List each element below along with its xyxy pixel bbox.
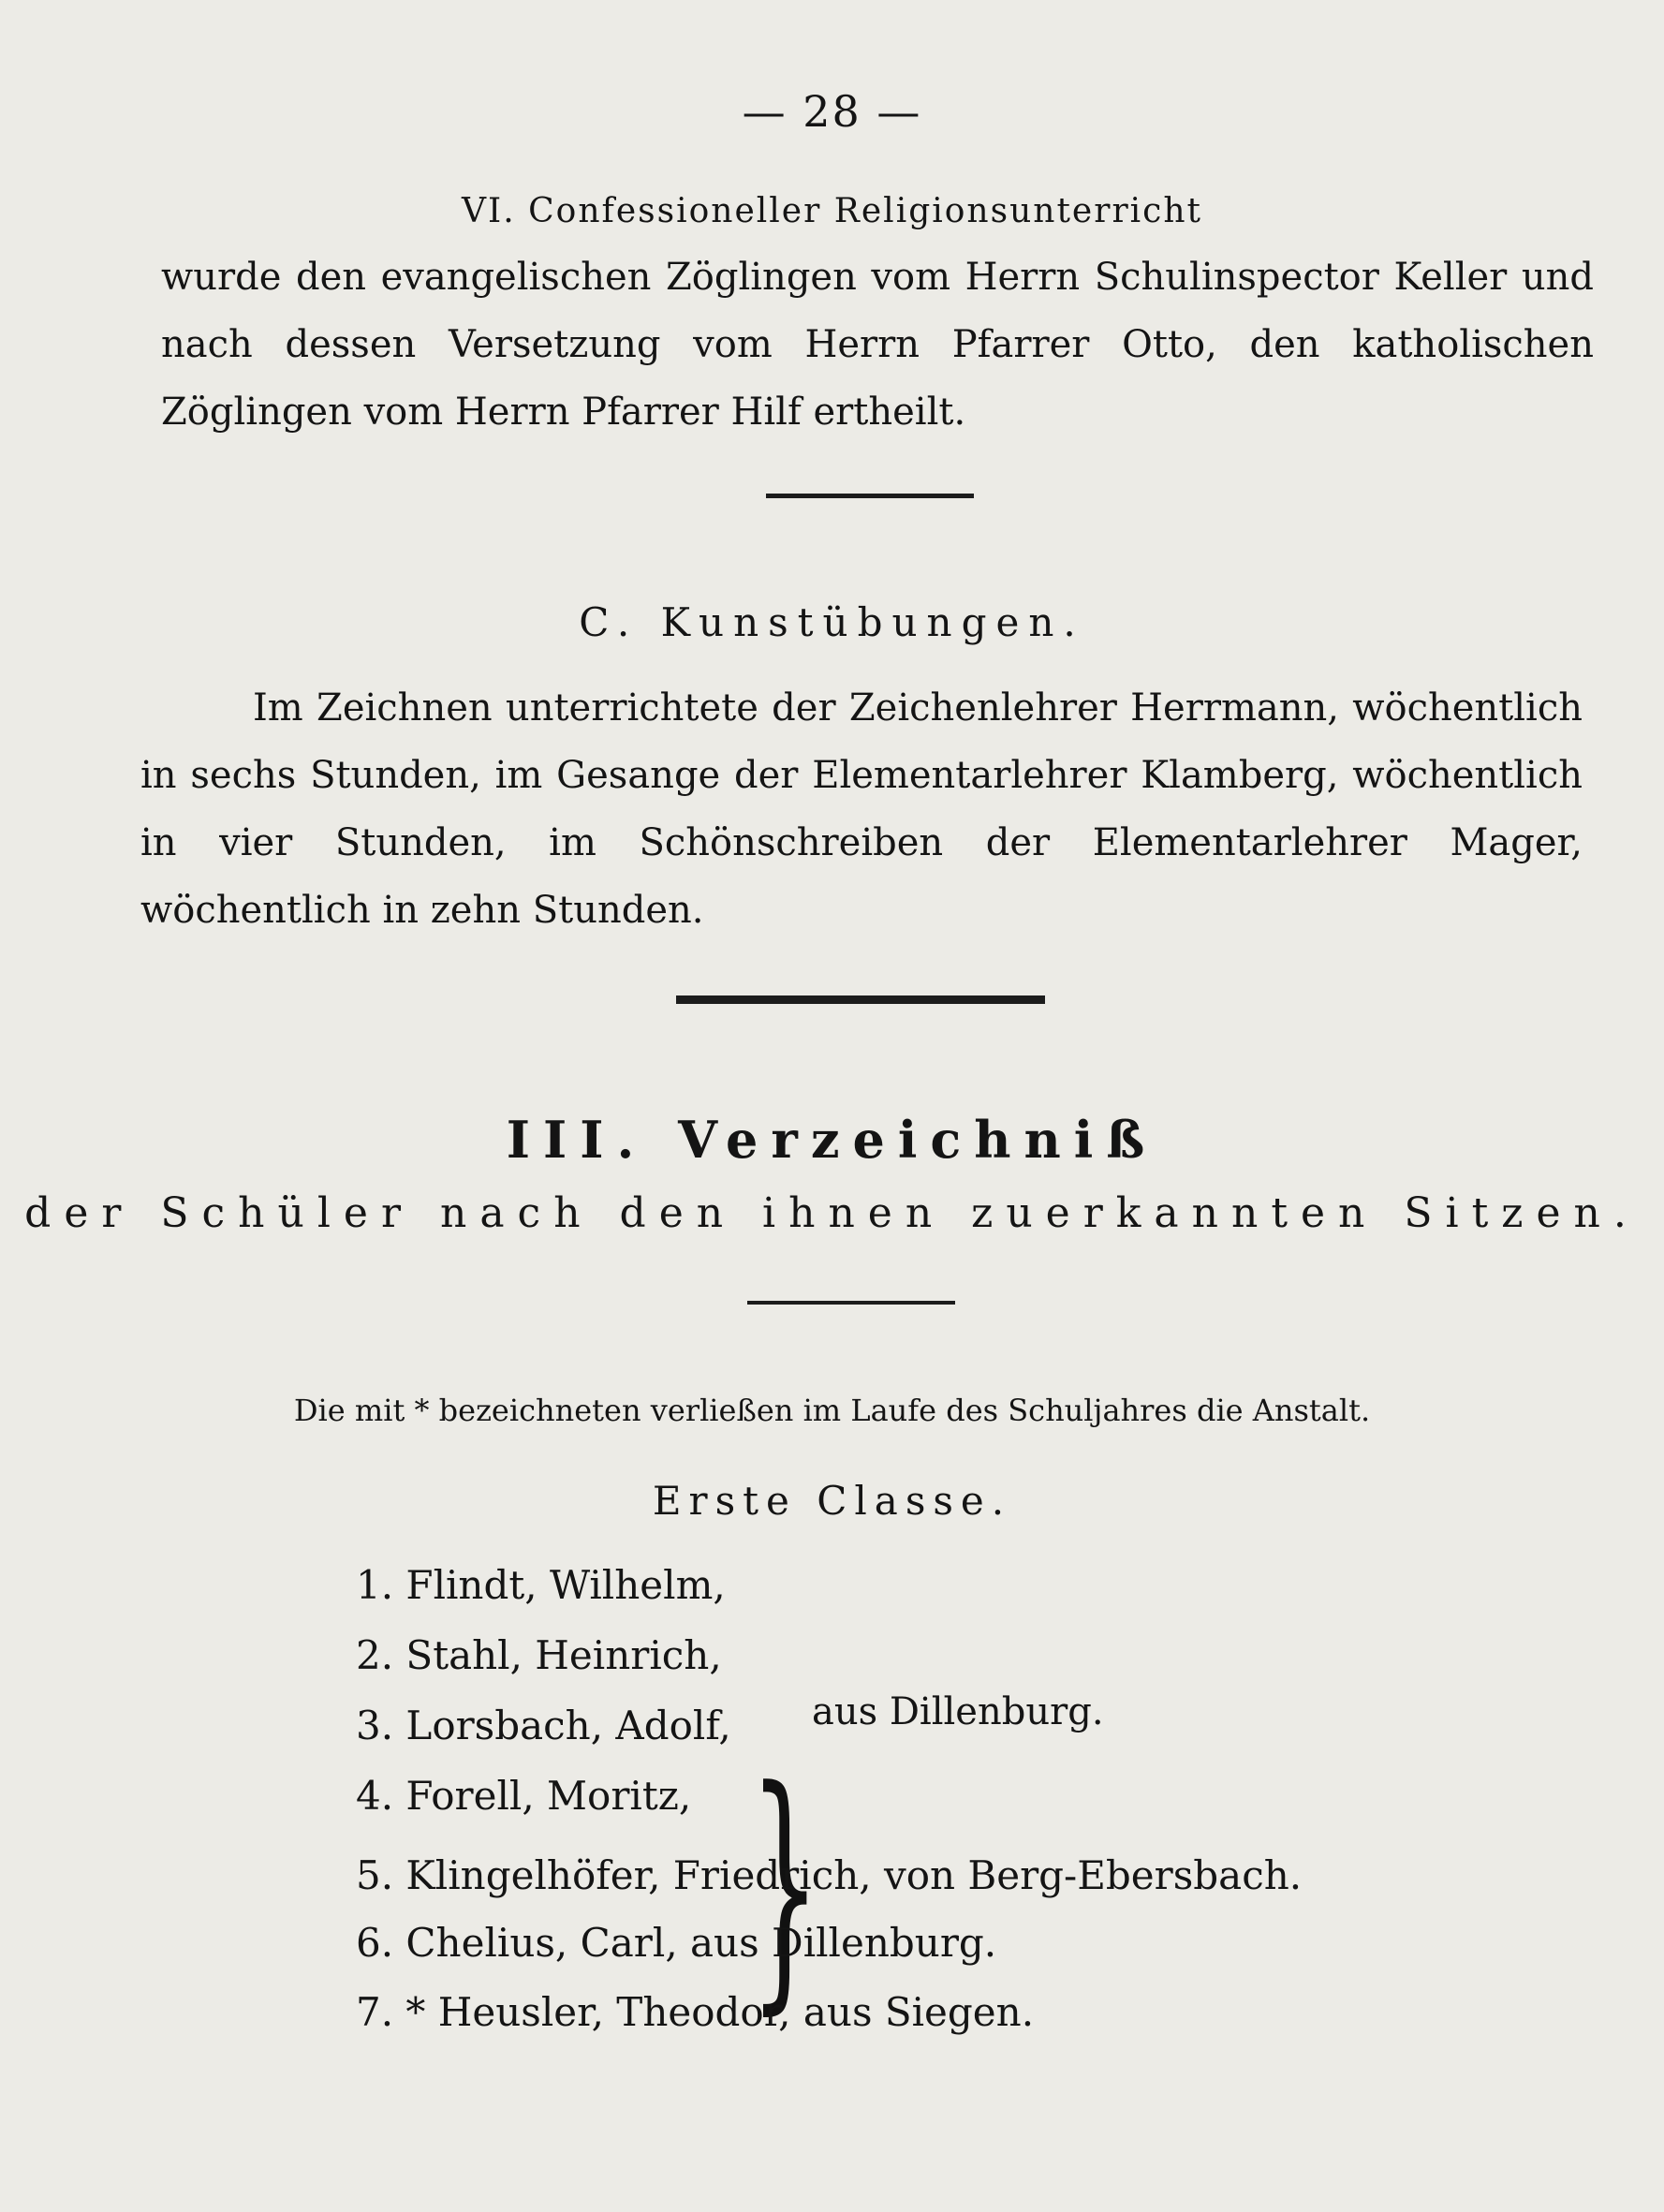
divider-rule-thick <box>676 995 1045 1004</box>
student-entry: 2. Stahl, Heinrich, <box>356 1632 722 1678</box>
footnote-note: Die mit * bezeichneten verließen im Laufe des Schuljahres die Anstalt. <box>293 1393 1371 1428</box>
section-c-heading: C. Kunstübungen. <box>579 599 1085 645</box>
section-vi-text: wurde den evangelischen Zöglingen vom Herrn Schulinspector Keller und nach dessen Versetzung vom Herrn Pfarrer Otto, den katholischen Zöglingen vom Herrn Pfarrer Hilf ertheilt. <box>161 256 1594 434</box>
student-entry: 1. Flindt, Wilhelm, <box>356 1562 726 1608</box>
brace-label: aus Dillenburg. <box>812 1690 1104 1733</box>
student-entry: 5. Klingelhöfer, Friedrich, von Berg-Ebersbach. <box>356 1852 1303 1898</box>
student-entry: 7. * Heusler, Theodor, aus Siegen. <box>356 1989 1035 2035</box>
divider-rule <box>747 1301 955 1305</box>
section-iii-subheading: der Schüler nach den ihnen zuerkannten Sitzen. <box>24 1189 1640 1237</box>
section-c-text: Im Zeichnen unterrichtete der Zeichenlehrer Herrmann, wöchentlich in sechs Stunden, im Gesange der Elementarlehrer Klamberg, wöchentlich in vier Stunden, im Schönschreiben der Elementarlehrer Mager, wöchentlich in zehn Stunden. <box>140 686 1583 932</box>
divider-rule <box>766 494 974 498</box>
section-iii-heading: III. Verzeichniß <box>506 1110 1158 1170</box>
student-entry: 6. Chelius, Carl, aus Dillenburg. <box>356 1920 997 1966</box>
student-entry: 4. Forell, Moritz, <box>356 1773 692 1819</box>
page-number: — 28 — <box>742 86 922 137</box>
section-vi-heading: VI. Confessioneller Religionsunterricht <box>462 192 1202 230</box>
student-entry: 3. Lorsbach, Adolf, <box>356 1703 731 1748</box>
curly-brace-icon: } <box>749 1738 821 2038</box>
class-heading: Erste Classe. <box>652 1478 1012 1524</box>
